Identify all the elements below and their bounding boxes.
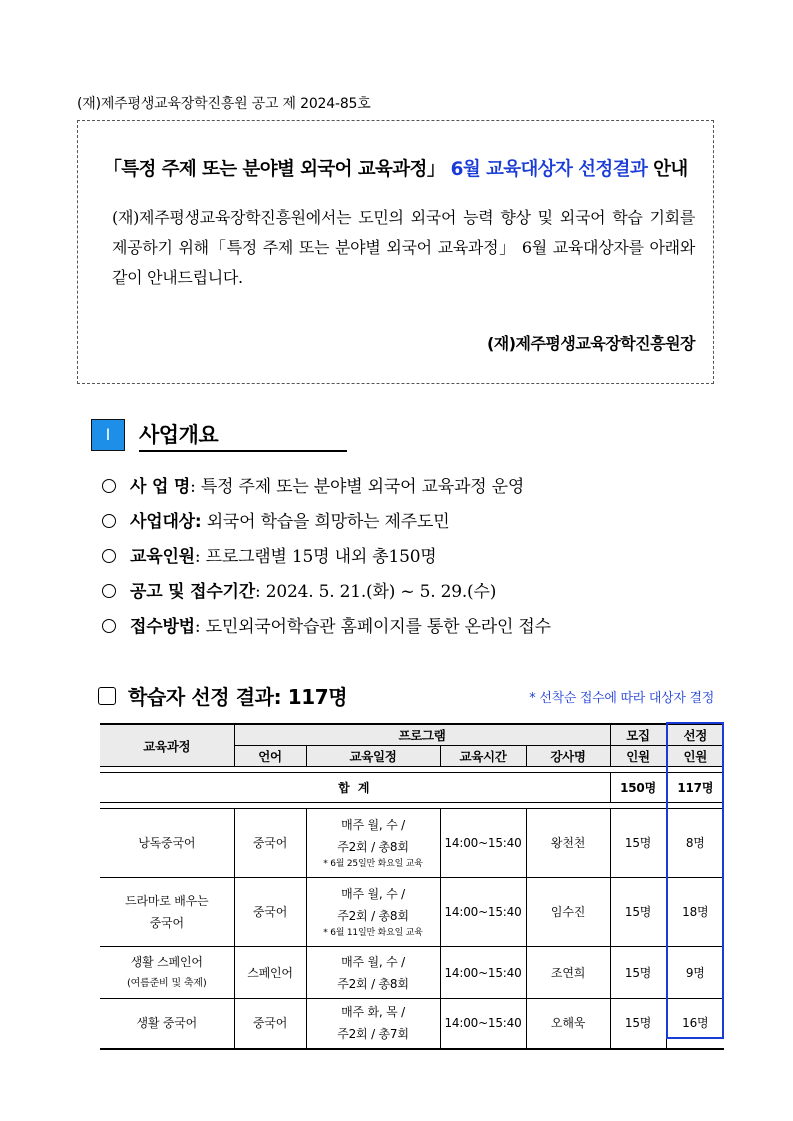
header-schedule: 교육일정: [306, 746, 440, 767]
time-cell: 14:00~15:40: [440, 999, 526, 1049]
course-subtitle: (여름준비 및 축제): [126, 977, 207, 989]
course-name: 낭독중국어: [138, 836, 196, 850]
total-recruit: 150명: [610, 773, 666, 803]
language-cell: 중국어: [234, 878, 306, 947]
overview-list: [102, 470, 551, 645]
schedule-line: 매주 월, 수 /: [341, 954, 405, 969]
schedule-line: 매주 화, 목 /: [341, 1005, 405, 1020]
overview-item: [102, 470, 551, 505]
header-time: 교육시간: [440, 746, 526, 767]
header-recruit-1: 모집: [610, 724, 666, 746]
recruit-cell: 15명: [610, 809, 666, 878]
table-row: [100, 878, 724, 947]
selected-cell: 9명: [666, 947, 724, 999]
table-row: [100, 999, 724, 1049]
item-value: : 프로그램별 15명 내외 총150명: [194, 547, 437, 567]
overview-item: [102, 610, 551, 645]
announcement-title: [78, 155, 713, 181]
section-number-badge: Ⅰ: [91, 419, 125, 451]
overview-item: [102, 575, 551, 610]
instructor-cell: 조연희: [526, 947, 610, 999]
schedule-cell: [306, 878, 440, 947]
item-label: 교육인원: [130, 547, 195, 567]
header-selected-2: 인원: [666, 746, 724, 767]
bullet-circle-icon: [102, 619, 116, 633]
table-row: [100, 947, 724, 999]
item-label: 사업대상:: [130, 512, 202, 532]
item-value: : 2024. 5. 21.(화) ~ 5. 29.(수): [255, 582, 497, 602]
schedule-note: * 6월 25일만 화요일 교육: [323, 858, 423, 869]
total-label: 합 계: [100, 773, 610, 803]
bullet-circle-icon: [102, 514, 116, 528]
course-name: 중국어: [149, 916, 184, 930]
bullet-circle-icon: [102, 479, 116, 493]
recruit-cell: 15명: [610, 878, 666, 947]
item-value: : 특정 주제 또는 분야별 외국어 교육과정 운영: [190, 477, 525, 497]
header-course: 교육과정: [100, 724, 234, 767]
item-label: 공고 및 접수기간: [130, 582, 255, 602]
language-cell: 스페인어: [234, 947, 306, 999]
item-value: : 도민외국어학습관 홈페이지를 통한 온라인 접수: [194, 617, 551, 637]
schedule-line: 매주 월, 수 /: [341, 886, 405, 901]
signature: (재)제주평생교육장학진흥원장: [486, 334, 695, 353]
table-row: [100, 809, 724, 878]
overview-item: [102, 540, 551, 575]
schedule-cell: [306, 999, 440, 1049]
checkbox-icon: [98, 687, 116, 705]
total-selected: 117명: [666, 773, 724, 803]
result-title: 학습자 선정 결과: 117명: [128, 685, 348, 709]
course-name: 드라마로 배우는: [125, 894, 209, 908]
bullet-circle-icon: [102, 549, 116, 563]
schedule-line: 주2회 / 총7회: [337, 1027, 409, 1042]
course-name: 생활 중국어: [136, 1016, 198, 1031]
instructor-cell: 왕천천: [526, 809, 610, 878]
header-program: 프로그램: [234, 724, 610, 746]
notice-number: (재)제주평생교육장학진흥원 공고 제 2024-85호: [77, 96, 371, 112]
header-selected-1: 선정: [666, 724, 724, 746]
time-cell: 14:00~15:40: [440, 947, 526, 999]
instructor-cell: 오해욱: [526, 999, 610, 1049]
course-name: 생활 스페인어: [130, 954, 203, 969]
announcement-body: [96, 203, 695, 293]
schedule-line: 주2회 / 총8회: [337, 976, 409, 991]
recruit-cell: 15명: [610, 999, 666, 1049]
schedule-cell: [306, 809, 440, 878]
title-part3: 안내: [653, 159, 688, 180]
result-header: [98, 683, 714, 713]
announcement-box: [77, 120, 714, 384]
language-cell: 중국어: [234, 999, 306, 1049]
course-cell: [100, 999, 234, 1049]
time-cell: 14:00~15:40: [440, 809, 526, 878]
schedule-cell: [306, 947, 440, 999]
header-language: 언어: [234, 746, 306, 767]
section-title: 사업개요: [139, 418, 347, 452]
time-cell: 14:00~15:40: [440, 878, 526, 947]
bullet-circle-icon: [102, 584, 116, 598]
header-recruit-2: 인원: [610, 746, 666, 767]
overview-item: [102, 505, 551, 540]
selected-cell: 18명: [666, 878, 724, 947]
item-label: 접수방법: [130, 617, 195, 637]
item-label: 사 업 명: [130, 477, 191, 497]
title-part2: 6월 교육대상자 선정결과: [450, 159, 648, 180]
announcement-text: (재)제주평생교육장학진흥원에서는 도민의 외국어 능력 향상 및 외국어 학습 기회를 제공하기 위해「특정 주제 또는 분야별 외국어 교육과정」 6월 교육대상자를 아래와 같이 안내드립니다.: [112, 208, 695, 287]
schedule-note: * 6월 11일만 화요일 교육: [323, 927, 423, 938]
recruit-cell: 15명: [610, 947, 666, 999]
item-value: 외국어 학습을 희망하는 제주도민: [201, 512, 450, 532]
title-part1: 「특정 주제 또는 분야별 외국어 교육과정」: [103, 159, 445, 180]
schedule-line: 주2회 / 총8회: [337, 839, 409, 854]
course-cell: [100, 878, 234, 947]
course-cell: [100, 809, 234, 878]
result-note: * 선착순 접수에 따라 대상자 결정: [529, 691, 714, 706]
course-cell: [100, 947, 234, 999]
header-instructor: 강사명: [526, 746, 610, 767]
result-table: [100, 723, 724, 1050]
instructor-cell: 임수진: [526, 878, 610, 947]
selected-cell: 8명: [666, 809, 724, 878]
selected-cell: 16명: [666, 999, 724, 1049]
schedule-line: 주2회 / 총8회: [337, 908, 409, 923]
total-row: [100, 773, 724, 803]
schedule-line: 매주 월, 수 /: [341, 817, 405, 832]
language-cell: 중국어: [234, 809, 306, 878]
